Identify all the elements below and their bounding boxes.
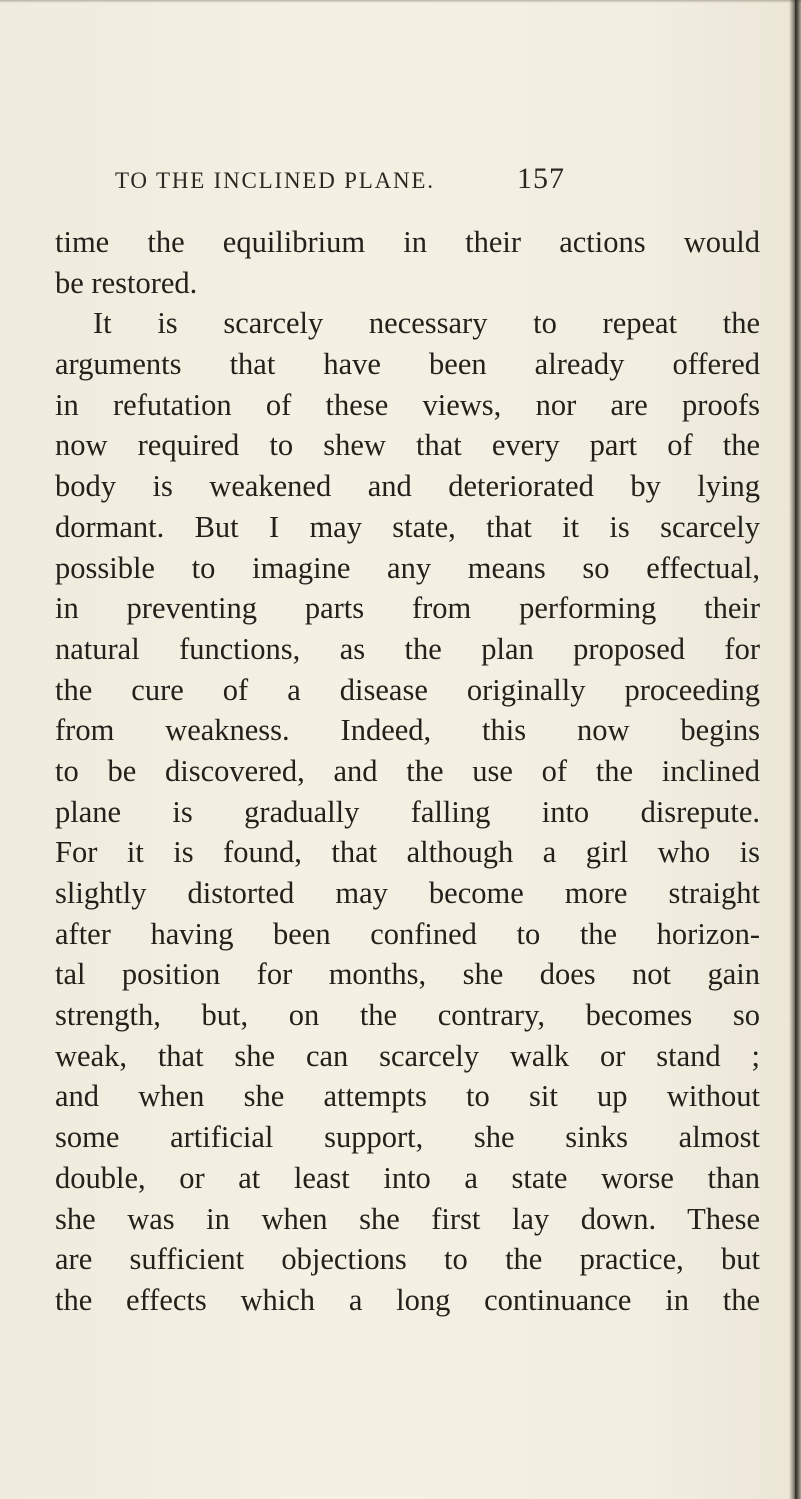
- text-line: be restored.: [55, 265, 198, 300]
- page-number: 157: [517, 162, 565, 195]
- page-top-shadow: [0, 0, 801, 3]
- page-edge-shadow: [789, 0, 801, 1499]
- text-line: dormant. But I may state, that it is scarcely: [55, 509, 760, 544]
- text-line: double, or at least into a state worse than: [55, 1160, 760, 1195]
- text-line: slightly distorted may become more straight: [55, 876, 760, 910]
- text-line: are sufficient objections to the practice, but: [55, 1242, 760, 1277]
- text-line: the cure of a disease originally proceeding: [55, 672, 760, 707]
- text-line: from weakness. Indeed, this now begins: [55, 713, 760, 748]
- text-line: tal position for months, she does not gain: [55, 957, 760, 992]
- text-line: It is scarcely necessary to repeat the: [93, 306, 760, 341]
- text-line: time the equilibrium in their actions would: [55, 225, 760, 259]
- text-line: weak, that she can scarcely walk or stand ;: [55, 1038, 760, 1073]
- text-line: possible to imagine any means so effectual,: [55, 550, 760, 585]
- text-line: strength, but, on the contrary, becomes so: [55, 998, 760, 1033]
- body-text: [55, 222, 760, 1321]
- text-line: For it is found, that although a girl who is: [55, 835, 760, 870]
- text-line: to be discovered, and the use of the inclined: [55, 753, 760, 788]
- text-line: natural functions, as the plan proposed for: [55, 631, 760, 666]
- text-line: in preventing parts from performing their: [55, 591, 760, 626]
- text-line: body is weakened and deteriorated by lying: [55, 469, 760, 504]
- text-line: and when she attempts to sit up without: [55, 1079, 760, 1114]
- running-title: TO THE INCLINED PLANE.: [115, 168, 435, 193]
- text-line: the effects which a long continuance in the: [55, 1282, 760, 1317]
- text-line: now required to shew that every part of the: [55, 428, 760, 463]
- text-line: arguments that have been already offered: [55, 347, 760, 382]
- running-head: [115, 162, 635, 198]
- text-line: after having been confined to the horizon-: [55, 916, 760, 951]
- text-line: in refutation of these views, nor are proofs: [55, 387, 760, 422]
- text-line: some artificial support, she sinks almost: [55, 1120, 760, 1155]
- text-line: she was in when she first lay down. These: [55, 1201, 760, 1236]
- text-line: plane is gradually falling into disrepute.: [55, 794, 760, 829]
